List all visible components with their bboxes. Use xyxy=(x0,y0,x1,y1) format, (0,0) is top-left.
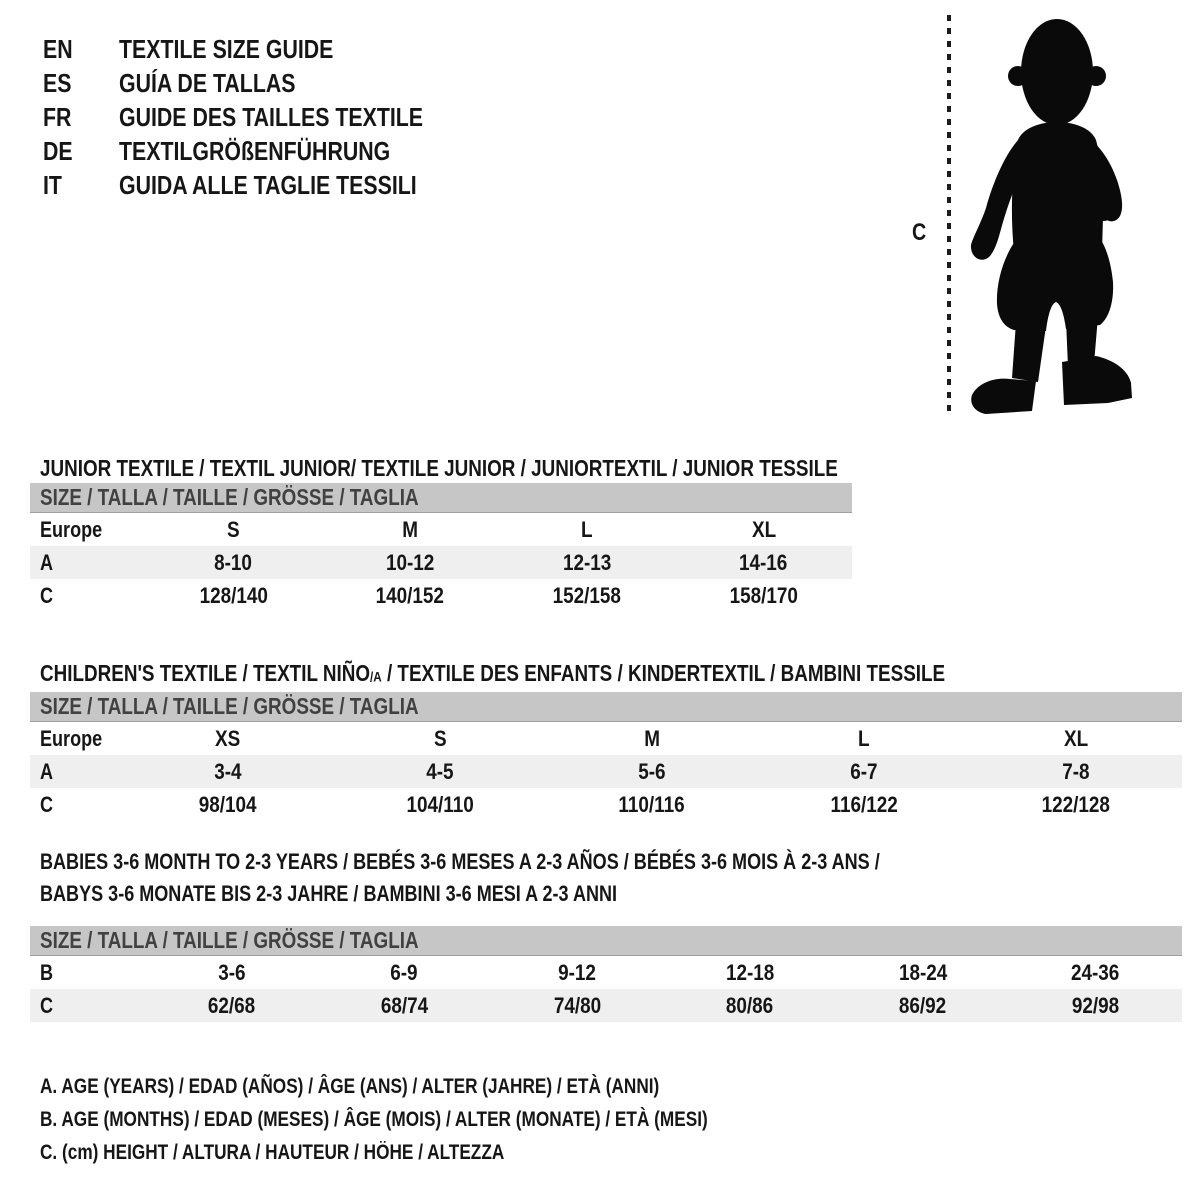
value-cell: 8-10 xyxy=(214,549,253,575)
language-row xyxy=(43,134,490,168)
value-cell: 104/110 xyxy=(406,791,474,817)
language-row xyxy=(43,66,490,100)
table-header-bar: SIZE / TALLA / TAILLE / GRÖSSE / TAGLIA xyxy=(30,692,1182,722)
guide-title: GUIDE DES TAILLES TEXTILE xyxy=(119,101,424,132)
children-title-subscript: /A xyxy=(370,669,382,686)
baby-leg-left xyxy=(1012,322,1046,382)
row-label-cell: B xyxy=(40,959,54,985)
table-row xyxy=(30,546,852,579)
table-row xyxy=(30,989,1182,1022)
toddler-silhouette-icon xyxy=(962,12,1140,418)
value-cell: XL xyxy=(1063,725,1089,751)
guide-title: TEXTILE SIZE GUIDE xyxy=(119,33,334,64)
value-cell: 86/92 xyxy=(899,992,947,1018)
table-row xyxy=(30,579,852,612)
junior-table-grid xyxy=(30,513,852,612)
section-title-children xyxy=(40,660,1144,691)
babies-title-line2: BABYS 3-6 MONATE BIS 2-3 JAHRE / BAMBINI 3-6 MESI A 2-3 ANNI xyxy=(40,881,618,906)
table-row xyxy=(30,513,852,546)
value-cell: 12-13 xyxy=(562,549,612,575)
value-cell: 92/98 xyxy=(1071,992,1120,1018)
babies-size-table xyxy=(30,926,1182,1022)
value-cell: 7-8 xyxy=(1062,758,1090,784)
row-label-cell: C xyxy=(40,992,54,1018)
legend xyxy=(40,1070,854,1169)
value-cell: 158/170 xyxy=(729,582,798,608)
value-cell: M xyxy=(644,725,660,751)
table-header-bar: SIZE / TALLA / TAILLE / GRÖSSE / TAGLIA xyxy=(30,926,1182,956)
language-code: ES xyxy=(43,67,72,98)
children-title-text-rest: / TEXTILE DES ENFANTS / KINDERTEXTIL / BAMBINI TESSILE xyxy=(381,660,946,687)
value-cell: 6-9 xyxy=(390,959,419,985)
baby-foot-left xyxy=(971,379,1036,414)
baby-ear-right xyxy=(1086,66,1106,86)
value-cell: 68/74 xyxy=(380,992,429,1018)
guide-title: GUIDA ALLE TAGLIE TESSILI xyxy=(119,169,417,200)
value-cell: 9-12 xyxy=(558,959,597,985)
value-cell: S xyxy=(227,516,240,542)
value-cell: 74/80 xyxy=(553,992,601,1018)
value-cell: 122/128 xyxy=(1041,791,1111,817)
value-cell: 5-6 xyxy=(638,758,666,784)
table-row xyxy=(30,788,1182,821)
value-cell: 128/140 xyxy=(199,582,268,608)
value-cell: 62/68 xyxy=(207,992,256,1018)
junior-size-table xyxy=(30,483,852,612)
value-cell: 12-18 xyxy=(725,959,775,985)
value-cell: 14-16 xyxy=(739,549,788,575)
table-header-bar: SIZE / TALLA / TAILLE / GRÖSSE / TAGLIA xyxy=(30,483,852,513)
legend-line: C. (cm) HEIGHT / ALTURA / HAUTEUR / HÖHE / ALTEZZA xyxy=(40,1141,505,1164)
value-cell: 98/104 xyxy=(199,791,258,817)
language-row xyxy=(43,168,490,202)
row-label-cell: A xyxy=(40,549,54,575)
baby-ear-left xyxy=(1008,66,1028,86)
row-label-cell: A xyxy=(40,758,54,784)
table-row xyxy=(30,956,1182,989)
value-cell: 18-24 xyxy=(898,959,947,985)
value-cell: 3-6 xyxy=(217,959,246,985)
value-cell: 6-7 xyxy=(850,758,878,784)
language-row xyxy=(43,32,490,66)
guide-title: TEXTILGRÖßENFÜHRUNG xyxy=(119,135,391,166)
value-cell: 24-36 xyxy=(1071,959,1120,985)
value-cell: M xyxy=(402,516,419,542)
legend-line: B. AGE (MONTHS) / EDAD (MESES) / ÂGE (MOIS) / ALTER (MONATE) / ETÀ (MESI) xyxy=(40,1108,708,1131)
baby-head xyxy=(1021,19,1093,125)
children-table-grid xyxy=(30,722,1182,821)
language-code: EN xyxy=(43,33,73,64)
children-size-table xyxy=(30,692,1182,821)
language-row xyxy=(43,100,490,134)
babies-table-grid xyxy=(30,956,1182,1022)
row-label-cell: C xyxy=(40,582,54,608)
row-label-cell: Europe xyxy=(40,516,103,542)
value-cell: 140/152 xyxy=(375,582,445,608)
section-title-babies xyxy=(40,846,1064,910)
value-cell: XS xyxy=(215,725,241,751)
value-cell: XL xyxy=(751,516,776,542)
value-cell: 152/158 xyxy=(552,582,622,608)
baby-foot-right xyxy=(1062,356,1132,405)
value-cell: 4-5 xyxy=(426,758,454,784)
value-cell: 3-4 xyxy=(214,758,242,784)
value-cell: 116/122 xyxy=(830,791,898,817)
children-title-text: CHILDREN'S TEXTILE / TEXTIL NIÑO xyxy=(40,660,371,687)
language-code: DE xyxy=(43,135,73,166)
babies-title-line1: BABIES 3-6 MONTH TO 2-3 YEARS / BEBÉS 3-6 MESES A 2-3 AÑOS / BÉBÉS 3-6 MOIS À 2-3 ANS / xyxy=(40,849,880,874)
value-cell: 110/116 xyxy=(618,791,686,817)
table-row xyxy=(30,722,1182,755)
guide-title: GUÍA DE TALLAS xyxy=(119,67,296,98)
value-cell: L xyxy=(581,516,593,542)
language-code: FR xyxy=(43,101,72,132)
row-label-cell: C xyxy=(40,791,54,817)
language-header xyxy=(43,32,490,202)
height-c-label: C xyxy=(912,219,927,246)
value-cell: 80/86 xyxy=(726,992,774,1018)
legend-line: A. AGE (YEARS) / EDAD (AÑOS) / ÂGE (ANS) / ALTER (JAHRE) / ETÀ (ANNI) xyxy=(40,1075,660,1098)
value-cell: L xyxy=(858,725,870,751)
row-label-cell: Europe xyxy=(40,725,103,751)
value-cell: 10-12 xyxy=(385,549,435,575)
table-row xyxy=(30,755,1182,788)
section-title-junior: JUNIOR TEXTILE / TEXTIL JUNIOR/ TEXTILE JUNIOR / JUNIORTEXTIL / JUNIOR TESSILE xyxy=(40,455,838,482)
value-cell: S xyxy=(433,725,447,751)
language-code: IT xyxy=(43,169,62,200)
height-dashed-line xyxy=(947,15,951,415)
